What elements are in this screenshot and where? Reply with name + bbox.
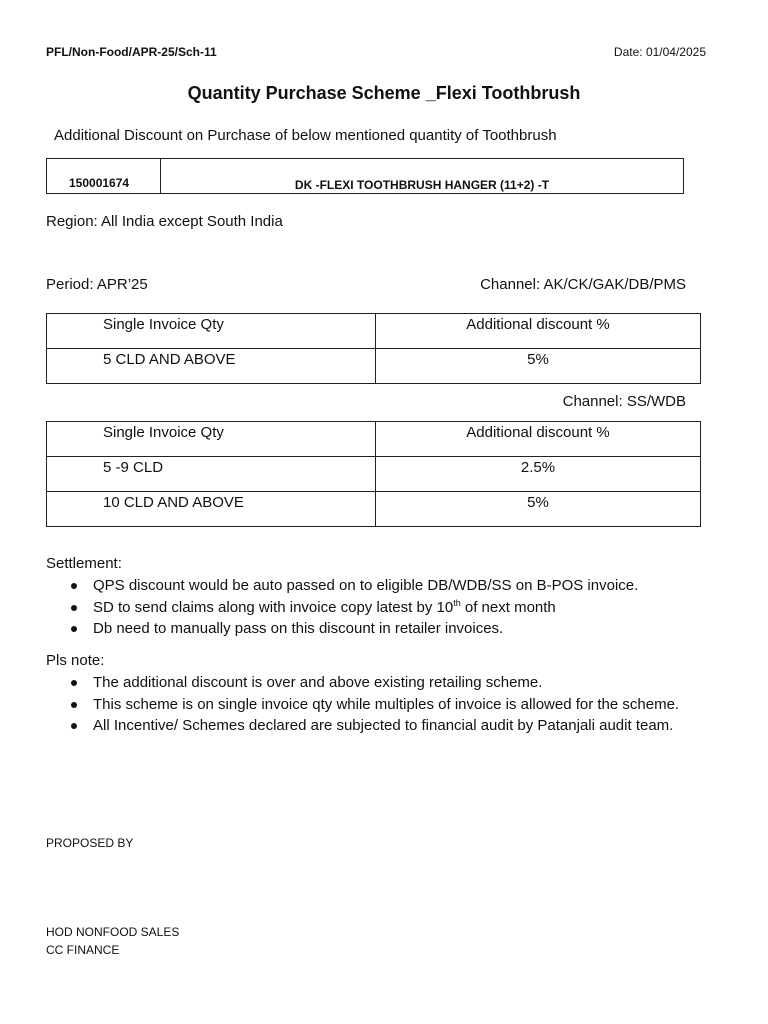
table-header-cell: Single Invoice Qty — [47, 422, 376, 457]
settlement-heading: Settlement: — [46, 555, 122, 572]
product-box — [46, 158, 684, 194]
list-item: The additional discount is over and above existing retailing scheme. — [46, 672, 706, 694]
list-item: Db need to manually pass on this discount in retailer invoices. — [46, 618, 706, 640]
product-code: 150001674 — [47, 159, 161, 193]
table-row — [47, 349, 701, 384]
table-row — [47, 457, 701, 492]
list-item: This scheme is on single invoice qty while multiples of invoice is allowed for the scheme. — [46, 694, 706, 716]
product-name: DK -FLEXI TOOTHBRUSH HANGER (11+2) -T — [294, 178, 550, 192]
table-cell: 5% — [376, 492, 701, 527]
channel-label-1: Channel: AK/CK/GAK/DB/PMS — [480, 276, 686, 293]
table-header-cell: Single Invoice Qty — [47, 314, 376, 349]
region-text: Region: All India except South India — [46, 213, 283, 230]
channel-label-2: Channel: SS/WDB — [562, 393, 686, 410]
list-item-text: SD to send claims along with invoice copy latest by 10 — [93, 598, 454, 616]
list-item — [46, 597, 706, 619]
table-row — [47, 492, 701, 527]
discount-table-1 — [46, 313, 701, 384]
table-cell: 10 CLD AND ABOVE — [47, 492, 376, 527]
list-item: QPS discount would be auto passed on to eligible DB/WDB/SS on B-POS invoice. — [46, 575, 706, 597]
list-item: All Incentive/ Schemes declared are subjected to financial audit by Patanjali audit team. — [46, 715, 706, 737]
page-title: Quantity Purchase Scheme _Flexi Toothbrush — [187, 83, 581, 103]
table-header-cell: Additional discount % — [376, 314, 701, 349]
table-cell: 5% — [376, 349, 701, 384]
notes-list — [46, 672, 706, 737]
table-header-row — [47, 314, 701, 349]
table-header-row — [47, 422, 701, 457]
document-reference: PFL/Non-Food/APR-25/Sch-11 — [46, 45, 217, 59]
proposed-by: PROPOSED BY — [46, 836, 134, 850]
hod-signatory: HOD NONFOOD SALES — [46, 925, 180, 939]
document-date: Date: 01/04/2025 — [613, 45, 706, 59]
table-cell: 5 CLD AND ABOVE — [47, 349, 376, 384]
settlement-list — [46, 575, 706, 640]
intro-text: Additional Discount on Purchase of below mentioned quantity of Toothbrush — [54, 127, 557, 144]
table-cell: 2.5% — [376, 457, 701, 492]
notes-heading: Pls note: — [46, 652, 105, 669]
table-cell: 5 -9 CLD — [47, 457, 376, 492]
discount-table-2 — [46, 421, 701, 527]
table-header-cell: Additional discount % — [376, 422, 701, 457]
period-text: Period: APR’25 — [46, 276, 148, 293]
cc-finance: CC FINANCE — [46, 943, 120, 957]
ordinal-suffix: th — [453, 597, 461, 608]
list-item-text: of next month — [460, 598, 556, 616]
